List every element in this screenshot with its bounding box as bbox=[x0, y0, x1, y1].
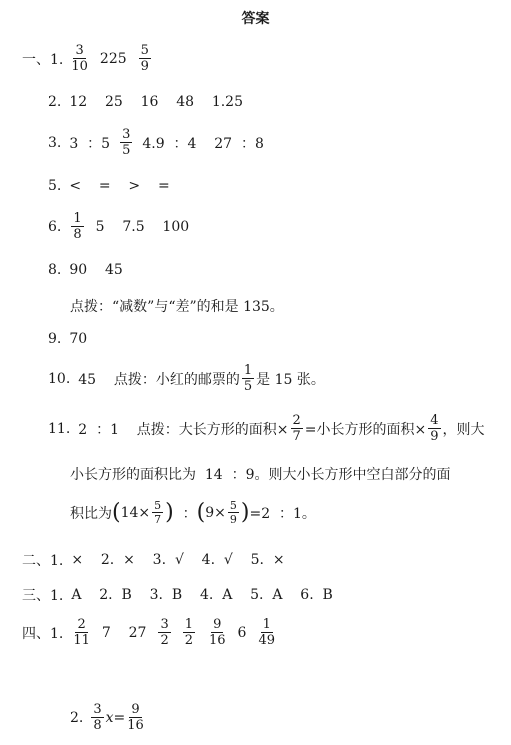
fraction: $\frac{1}{49}$ bbox=[258, 617, 276, 648]
answer-4-1: 四、1. $\frac{2}{11}$ 7 27 $\frac{3}{2}$ $\frac{1}{2}$ $\frac{9}{16}$ 6 $\frac{1}{49}$ bbox=[22, 617, 276, 648]
answer-1-11: 11. 2 ：1 点拨：大长方形的面积× $\frac{2}{7}$ =小长方形的面积× $\frac{4}{9}$ ，则大 bbox=[48, 413, 485, 444]
fraction: $\frac{5}{7}$ bbox=[154, 499, 162, 526]
answer-1-11-line2: 小长方形的面积比为 14 ：9。则大小长方形中空白部分的面 bbox=[70, 467, 451, 483]
fraction: $\frac{5}{9}$ bbox=[140, 43, 149, 74]
answer-3: 三、1. A 2. B 3. B 4. A 5. A 6. B bbox=[22, 587, 333, 604]
fraction: $\frac{3}{8}$ bbox=[93, 702, 102, 733]
answer-1-8: 8. 90 45 bbox=[48, 262, 123, 278]
hint-1-8: 点拨：“减数”与“差”的和是 135。 bbox=[70, 299, 284, 315]
answer-4-2: 2. $\frac{3}{8}$ x= $\frac{9}{16}$ bbox=[70, 702, 144, 733]
fraction: $\frac{2}{7}$ bbox=[292, 413, 301, 444]
answer-1-3: 3. 3 ：5 $\frac{3}{5}$ 4.9 ：4 27 ：8 bbox=[48, 127, 264, 158]
answer-1-5: 5. < = > = bbox=[48, 178, 170, 194]
fraction: $\frac{2}{11}$ bbox=[73, 617, 90, 648]
answer-1-1: 一、1. $\frac{3}{10}$ 225 $\frac{5}{9}$ bbox=[22, 43, 149, 74]
fraction: $\frac{1}{2}$ bbox=[184, 617, 193, 648]
fraction: $\frac{1}{5}$ bbox=[243, 363, 253, 394]
answer-1-6: 6. $\frac{1}{8}$ 5 7.5 100 bbox=[48, 211, 190, 242]
fraction: $\frac{1}{8}$ bbox=[73, 211, 82, 242]
answer-1-10: 10. 45 点拨：小红的邮票的 $\frac{1}{5}$ 是 15 张。 bbox=[48, 363, 325, 394]
fraction: $\frac{5}{9}$ bbox=[229, 499, 237, 526]
fraction: $\frac{9}{16}$ bbox=[127, 702, 144, 733]
answer-1-9: 9. 70 bbox=[48, 331, 88, 347]
answer-1-11-line3: 积比为 ( 14× $\frac{5}{7}$ ) ： ( 9× $\frac{5}{9}$ ) =2 ：1。 bbox=[70, 499, 316, 526]
section-label: 一、1. bbox=[22, 51, 64, 68]
answer-2: 二、1. × 2. × 3. √ 4. √ 5. × bbox=[22, 552, 285, 569]
fraction: $\frac{3}{10}$ bbox=[71, 43, 88, 74]
fraction: $\frac{3}{2}$ bbox=[160, 617, 169, 648]
fraction: $\frac{3}{5}$ bbox=[122, 127, 131, 158]
answer-1-2: 2. 12 25 16 48 1.25 bbox=[48, 94, 243, 110]
fraction: $\frac{9}{16}$ bbox=[209, 617, 226, 648]
fraction: $\frac{4}{9}$ bbox=[430, 413, 439, 444]
page-title: 答案 bbox=[241, 11, 270, 27]
